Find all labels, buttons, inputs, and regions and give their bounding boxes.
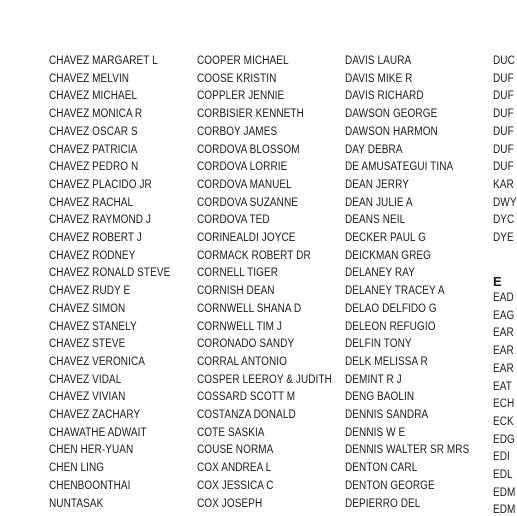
list-item: CORINEALDI JOYCE [197,230,296,244]
list-item: CHAVEZ RODNEY [49,247,136,262]
list-item: DECKER PAUL G [345,230,427,244]
list-item: CHAVEZ OSCAR S [49,123,138,138]
list-item: DEAN JERRY [345,176,409,191]
list-item: EDM [493,484,516,499]
section-heading-e: E [493,274,502,289]
list-item: CHAVEZ VERONICA [49,353,146,368]
list-item: EAD [493,290,514,304]
list-item: DAY DEBRA [345,141,403,156]
list-item: COSSARD SCOTT M [197,389,296,404]
list-item: EDG [493,431,515,446]
list-item: CHAVEZ STANELY [49,318,137,333]
list-item: DAVIS MIKE R [345,70,413,85]
list-item: CHAVEZ ROBERT J [49,230,142,244]
list-item: DEICKMAN GREG [345,247,432,262]
list-item: CHEN HER-YUAN [49,442,134,457]
list-item: DENNIS WALTER SR MRS [345,442,470,457]
list-item: CHAVEZ MARGARET L [49,53,158,67]
list-item: CHAVEZ SIMON [49,300,126,315]
list-item: DE AMUSATEGUI TINA [345,159,454,174]
list-item: CORDOVA BLOSSOM [197,141,300,156]
list-item: CHAVEZ RACHAL [49,194,134,209]
list-item: DELAO DELFIDO G [345,300,437,315]
list-item: NUNTASAK [49,495,104,510]
list-item: CORNISH DEAN [197,283,275,298]
list-item: DEPIERRO DEL [345,495,421,510]
list-item: DAWSON HARMON [345,123,438,138]
list-item: CHAVEZ PLACIDO JR [49,176,152,191]
list-item: DEAN JULIE A [345,194,413,209]
list-item: CHAVEZ VIVIAN [49,389,126,404]
list-item: DWY [493,194,517,209]
list-item: COX JOSEPH [197,495,263,510]
list-item: CHAVEZ STEVE [49,336,126,351]
list-item: CHAWATHE ADWAIT [49,424,147,439]
list-item: DEANS NEIL [345,212,406,227]
list-item: DENNIS SANDRA [345,407,429,421]
list-item: CHEN LING [49,460,105,475]
list-item: DYE [493,230,514,244]
list-item: DUF [493,159,514,174]
list-item: CHENBOONTHAI [49,477,131,492]
list-item: CHAVEZ RAYMOND J [49,212,152,227]
list-item: CORNWELL TIM J [197,318,282,333]
list-item: EDI [493,449,510,464]
list-item: CORBOY JAMES [197,123,278,138]
list-item: KAR [493,176,514,191]
list-item: DENTON GEORGE [345,477,435,492]
list-item: DYC [493,212,515,227]
list-item: DELFIN TONY [345,336,412,351]
list-item: CHAVEZ MONICA R [49,106,143,121]
list-item: DENNIS W E [345,424,406,439]
list-item: CORDOVA SUZANNE [197,194,299,209]
list-item: DUF [493,106,514,121]
list-item: DUF [493,70,514,85]
list-item: COX JESSICA C [197,477,274,492]
list-item: CORDOVA MANUEL [197,176,292,191]
list-item: DUC [493,53,515,67]
list-item: DAWSON GEORGE [345,106,438,121]
list-item: DELANEY RAY [345,265,415,280]
list-item: CORNWELL SHANA D [197,300,302,315]
list-item: EDL [493,467,513,481]
list-item: CORDOVA LORRIE [197,159,288,174]
list-item: COTE SASKIA [197,424,265,439]
list-item: EAR [493,325,514,340]
list-item: COSPER LEEROY & JUDITH [197,371,332,386]
list-item: CHAVEZ MELVIN [49,70,130,85]
list-item: ECK [493,413,514,428]
list-item: COUSE NORMA [197,442,274,457]
list-item: CHAVEZ MICHAEL [49,88,138,103]
list-item: DUF [493,88,514,103]
list-item: CORRAL ANTONIO [197,353,288,368]
list-item: EAG [493,307,515,322]
list-item: EAR [493,360,514,375]
list-item: EDM [493,502,516,516]
list-item: COOPER MICHAEL [197,53,289,67]
list-item: CHAVEZ PEDRO N [49,159,139,174]
list-item: CHAVEZ PATRICIA [49,141,138,156]
list-item: EAR [493,343,514,358]
list-item: DUF [493,141,514,156]
list-item: DAVIS LAURA [345,53,412,67]
list-item: CORDOVA TED [197,212,270,227]
list-item: CHAVEZ RONALD STEVE [49,265,171,280]
list-item: COX ANDREA L [197,460,272,475]
list-item: DEMINT R J [345,371,402,386]
list-item: COPPLER JENNIE [197,88,285,103]
list-item: DAVIS RICHARD [345,88,424,103]
list-item: DELEON REFUGIO [345,318,436,333]
list-item: CHAVEZ VIDAL [49,371,122,386]
list-item: DELK MELISSA R [345,353,428,368]
list-item: DENTON CARL [345,460,418,475]
list-item: CORBISIER KENNETH [197,106,304,121]
list-item: DUF [493,123,514,138]
list-item: CORMACK ROBERT DR [197,247,311,262]
list-item: ECH [493,396,515,411]
list-item: EAT [493,378,512,393]
list-item: COSTANZA DONALD [197,407,296,421]
list-item: CORONADO SANDY [197,336,295,351]
list-item: DENG BAOLIN [345,389,415,404]
list-item: CORNELL TIGER [197,265,279,280]
list-item: CHAVEZ ZACHARY [49,407,141,421]
list-item: DELANEY TRACEY A [345,283,445,298]
list-item: CHAVEZ RUDY E [49,283,131,298]
list-item: COOSE KRISTIN [197,70,277,85]
